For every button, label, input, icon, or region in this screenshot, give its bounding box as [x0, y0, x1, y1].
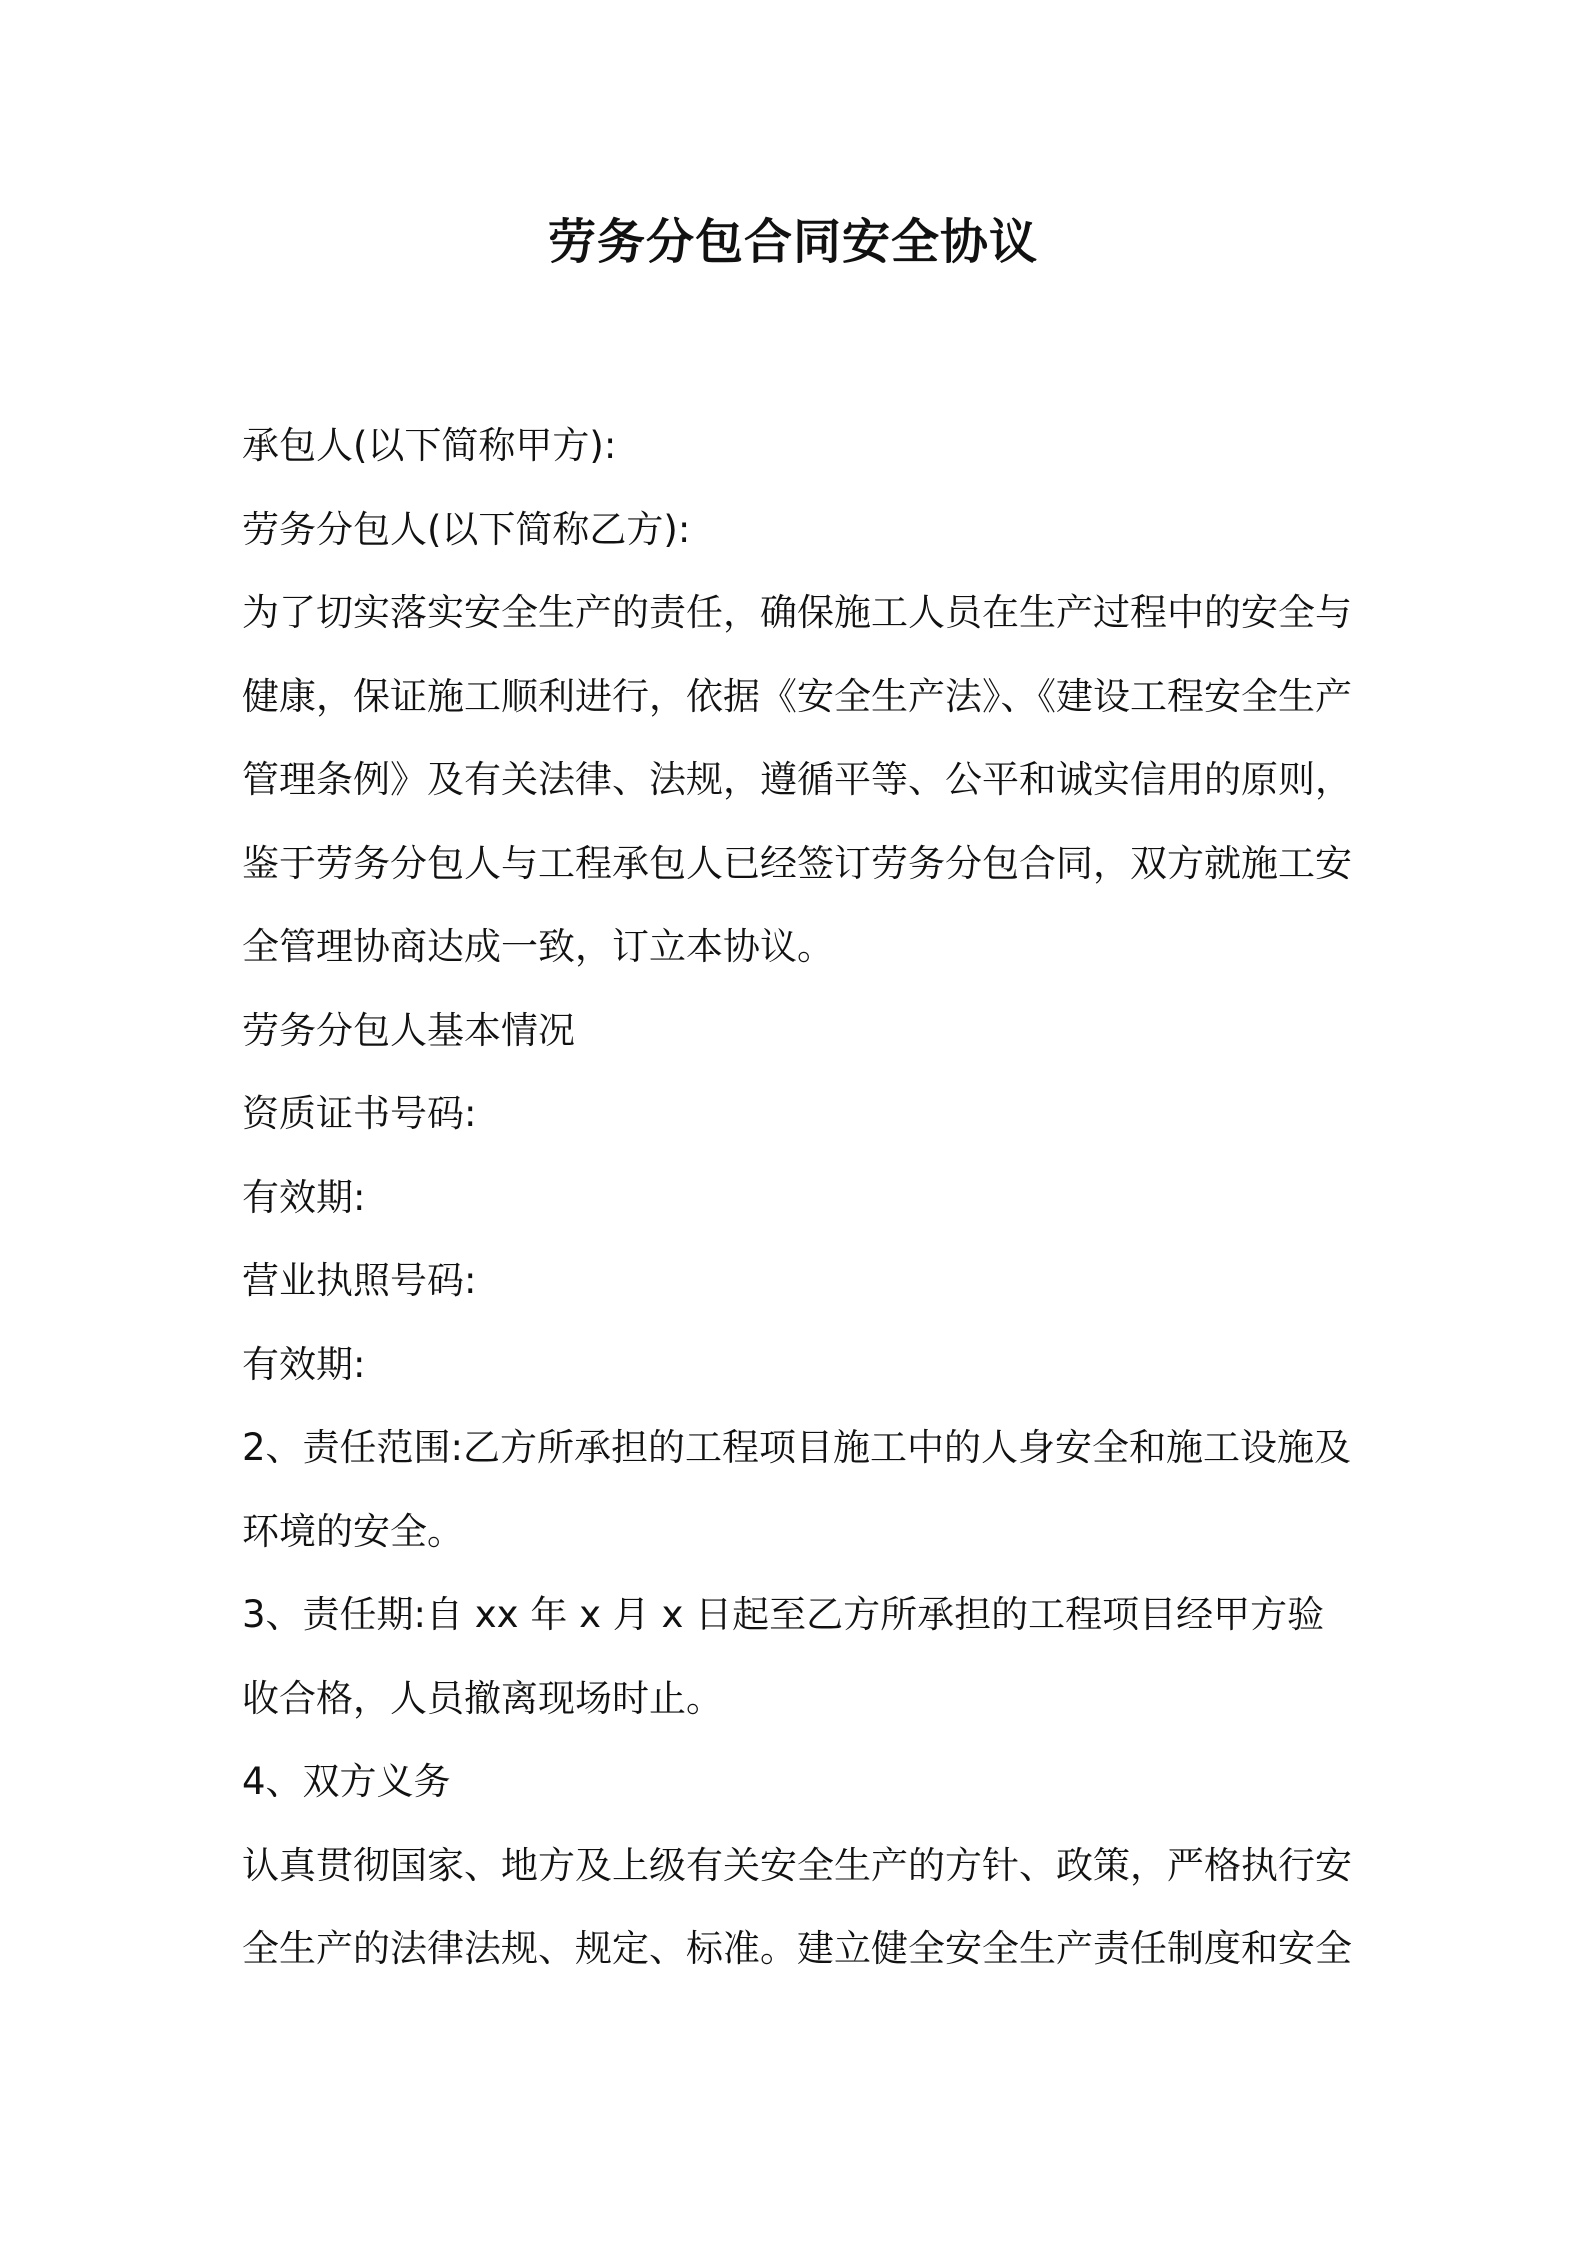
contractor-line: 承包人(以下简称甲方): — [242, 424, 617, 467]
subcontractor-info-heading: 劳务分包人基本情况 — [242, 1008, 575, 1052]
responsibility-period: 3、责任期:自 xx 年 x 月 x 日起至乙方所承担的工程项目经甲方验收合格，人员撤离现场时止。 — [242, 1593, 1325, 1720]
qualification-cert-number: 资质证书号码: — [242, 1092, 477, 1135]
preamble-paragraph: 为了切实落实安全生产的责任，确保施工人员在生产过程中的安全与健康，保证施工顺利进行，依据《安全生产法》、《建设工程安全生产管理条例》及有关法律、法规，遵循平等、公平和诚实信用的原则，鉴于劳务分包人与工程承包人已经签订劳务分包合同，双方就施工安全管理协商达成一致，订立本协议。 — [242, 591, 1352, 968]
obligations-heading: 4、双方义务 — [242, 1760, 451, 1803]
business-license-number: 营业执照号码: — [242, 1259, 477, 1302]
responsibility-scope: 2、责任范围:乙方所承担的工程项目施工中的人身安全和施工设施及环境的安全。 — [242, 1426, 1352, 1553]
obligations-paragraph: 认真贯彻国家、地方及上级有关安全生产的方针、政策，严格执行安全生产的法律法规、规定、标准。建立健全安全生产责任制度和安全 — [242, 1843, 1352, 1970]
subcontractor-line: 劳务分包人(以下简称乙方): — [242, 507, 691, 551]
qualification-validity: 有效期: — [242, 1175, 366, 1219]
document-title: 劳务分包合同安全协议 — [547, 214, 1038, 270]
document-body — [242, 404, 1352, 1991]
business-license-validity: 有效期: — [242, 1342, 366, 1386]
